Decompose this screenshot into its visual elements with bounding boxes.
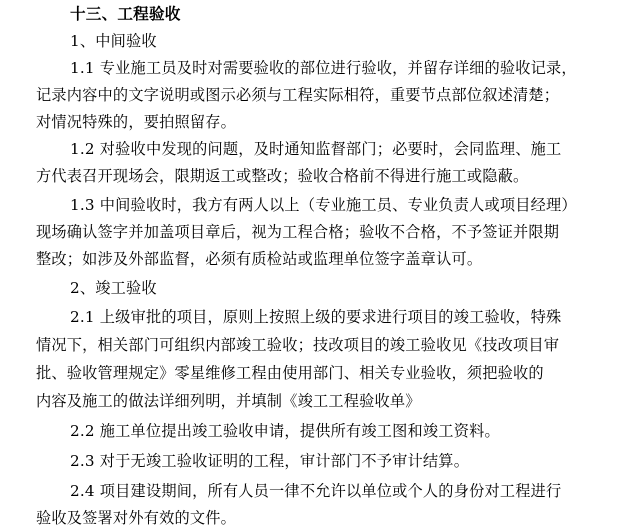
paragraph-1-1-line-1: 1.1 专业施工员及时对需要验收的部位进行验收，并留存详细的验收记录， (70, 59, 577, 77)
paragraph-1-2-line-1: 1.2 对验收中发现的问题，及时通知监督部门；必要时，会同监理、施工 (70, 140, 562, 158)
paragraph-1-1-line-2: 记录内容中的文字说明或图示必须与工程实际相符，重要节点部位叙述清楚； (36, 86, 560, 104)
subsection-heading-2: 2、竣工验收 (70, 279, 157, 297)
paragraph-1-3-line-3: 整改；如涉及外部监督，必须有质检站或监理单位签字盖章认可。 (36, 250, 483, 268)
paragraph-2-3: 2.3 对于无竣工验收证明的工程，审计部门不予审计结算。 (70, 452, 470, 470)
paragraph-1-1-line-3: 对情况特殊的，要拍照留存。 (36, 113, 237, 131)
paragraph-1-2-line-2: 方代表召开现场会，限期返工或整改；验收合格前不得进行施工或隐蔽。 (36, 167, 529, 185)
paragraph-2-1-line-1: 2.1 上级审批的项目，原则上按照上级的要求进行项目的竣工验收，特殊 (70, 308, 562, 326)
paragraph-2-2: 2.2 施工单位提出竣工验收申请，提供所有竣工图和竣工资料。 (70, 422, 500, 440)
paragraph-2-1-line-2: 情况下，相关部门可组织内部竣工验收；技改项目的竣工验收见《技改项目审 (36, 336, 560, 354)
paragraph-1-3-line-1: 1.3 中间验收时，我方有两人以上（专业施工员、专业负责人或项目经理） (70, 196, 577, 214)
paragraph-2-4-line-2: 验收及签署对外有效的文件。 (36, 509, 237, 527)
section-title: 十三、工程验收 (70, 5, 181, 23)
paragraph-1-3-line-2: 现场确认签字并加盖项目章后，视为工程合格；验收不合格，不予签证并限期 (36, 223, 560, 241)
paragraph-2-4-line-1: 2.4 项目建设期间，所有人员一律不允许以单位或个人的身份对工程进行 (70, 482, 562, 500)
subsection-heading-1: 1、中间验收 (70, 32, 157, 50)
paragraph-2-1-line-4: 内容及施工的做法详细列明，并填制《竣工工程验收单》 (36, 392, 421, 410)
paragraph-2-1-line-3: 批、验收管理规定》零星维修工程由使用部门、相关专业验收，须把验收的 (36, 364, 544, 382)
